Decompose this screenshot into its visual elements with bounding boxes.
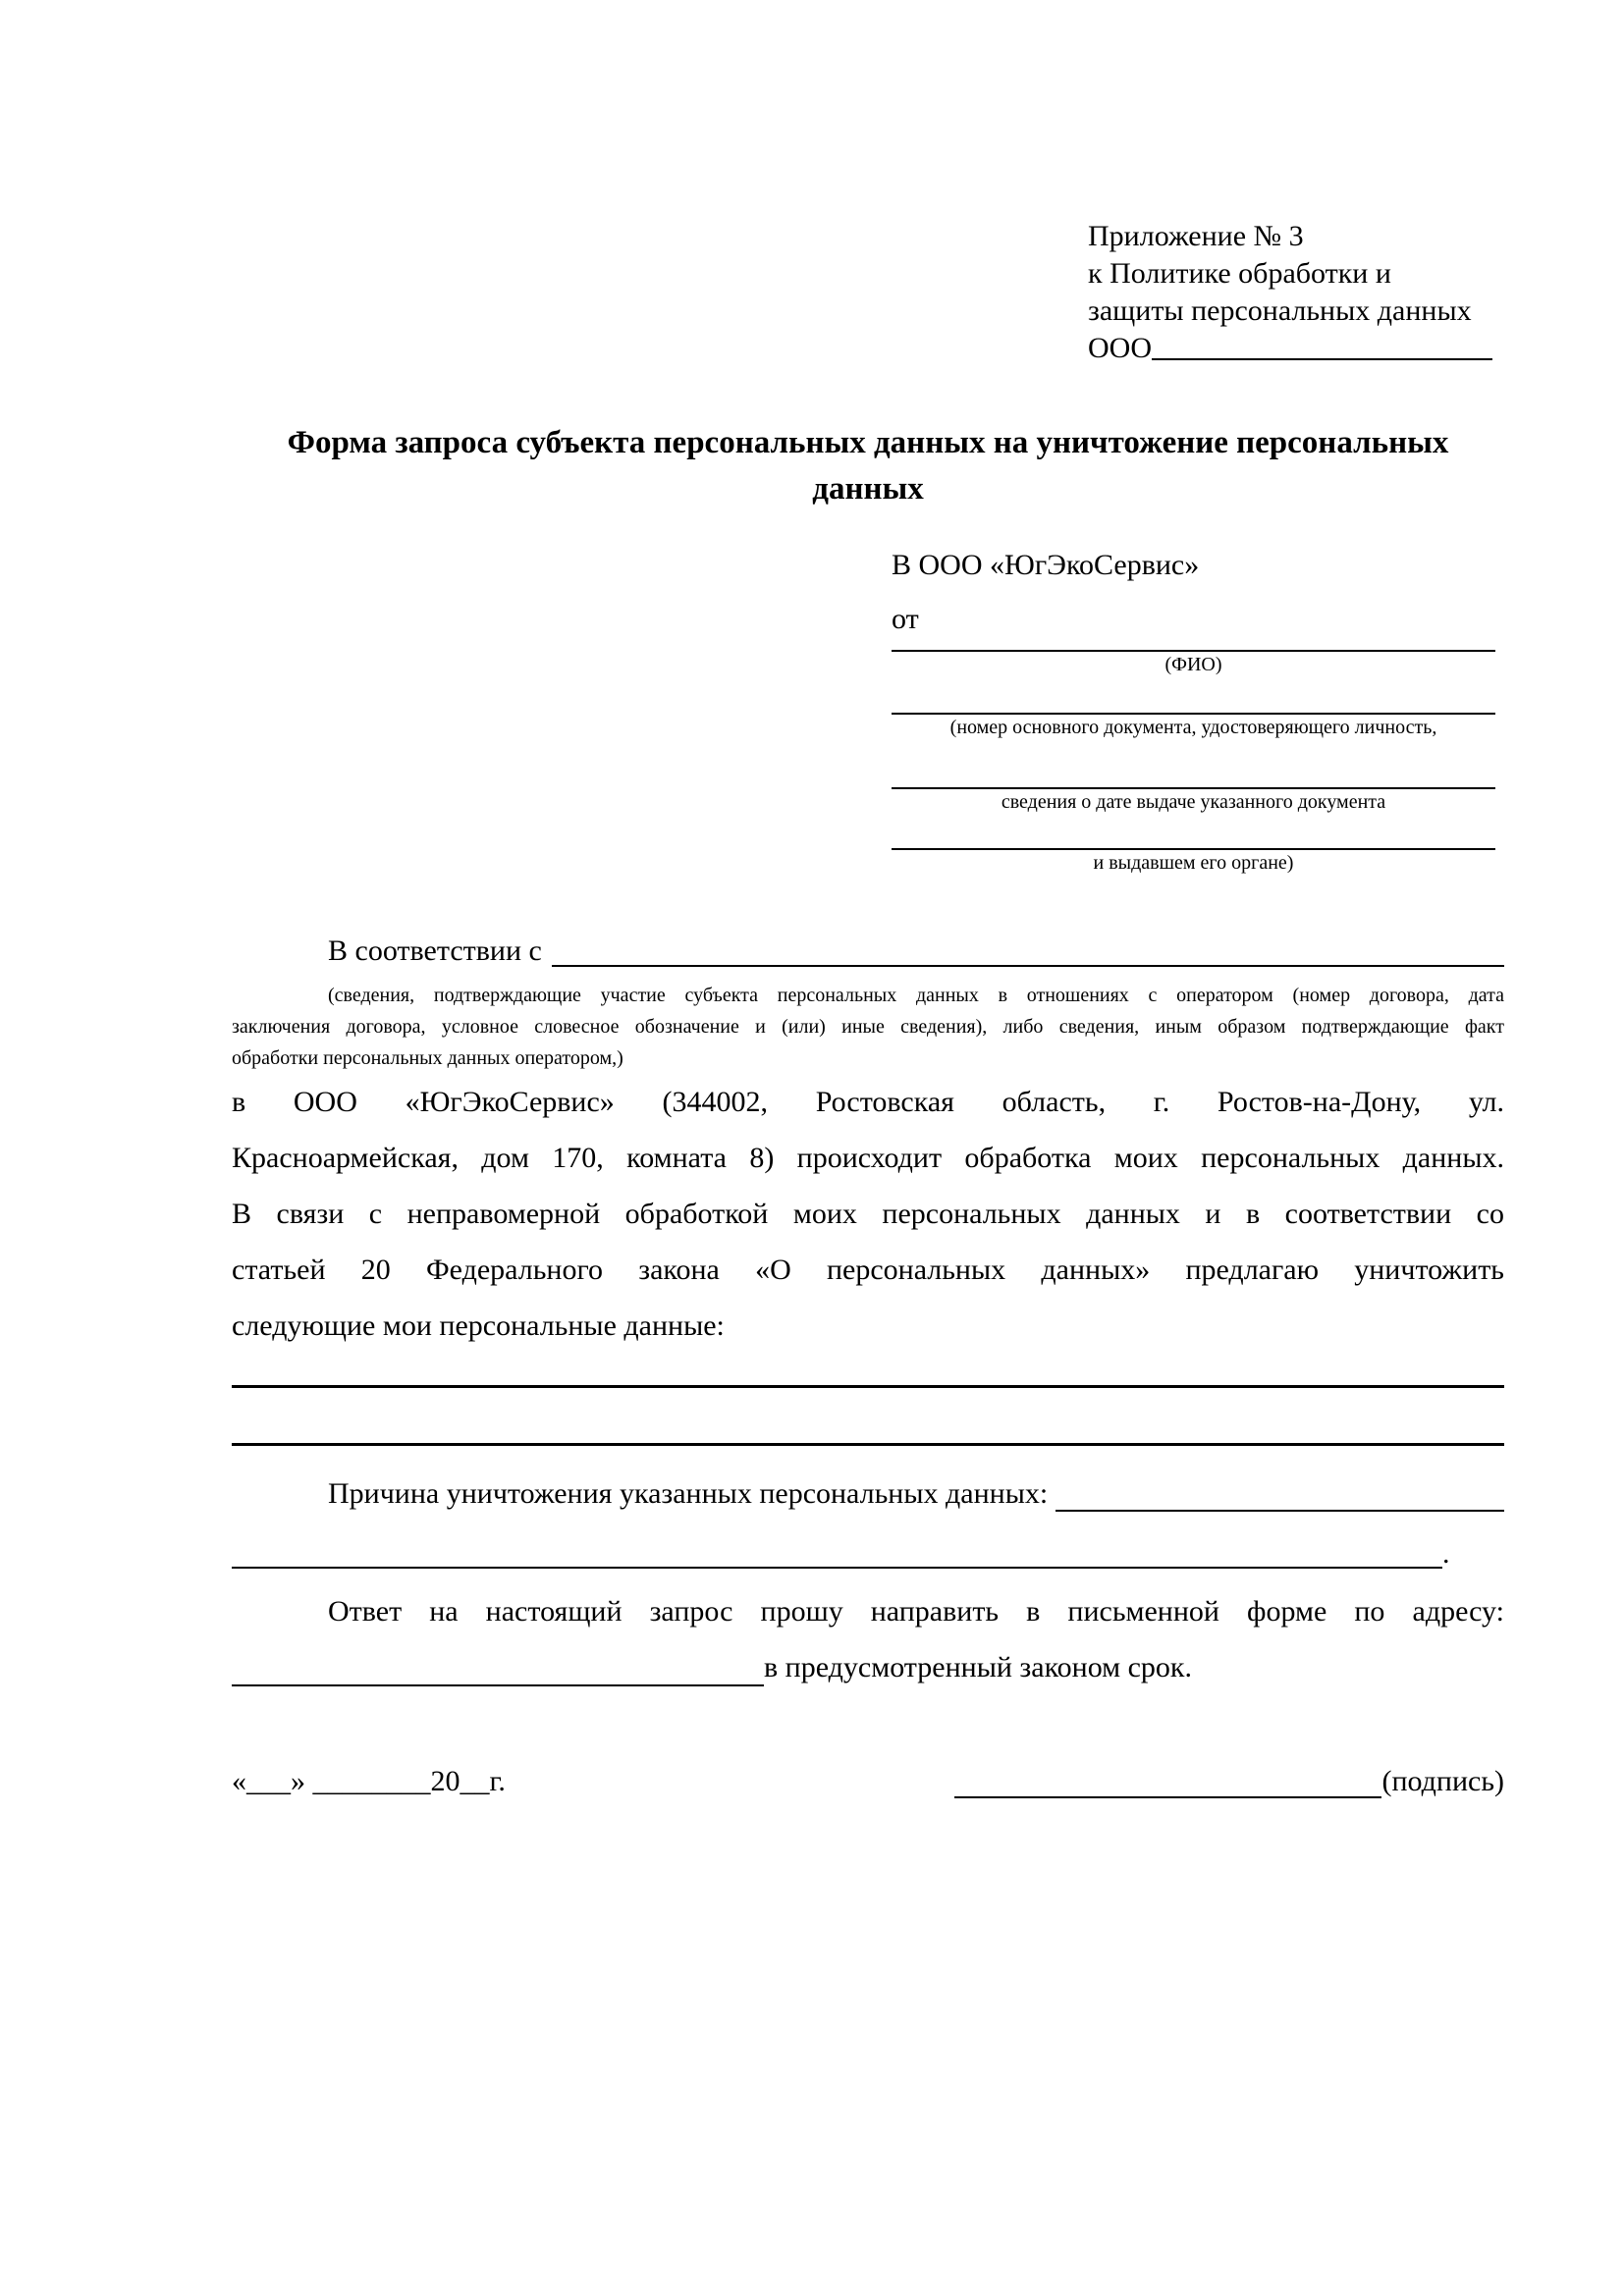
- appendix-block: [1088, 218, 1492, 367]
- addressee-from: от: [892, 603, 919, 635]
- paragraph-line-5: следующие мои персональные данные:: [232, 1309, 725, 1342]
- date-signature-row: [232, 1754, 1504, 1808]
- main-paragraph: [232, 1074, 1504, 1354]
- reason-blank-field-2: [232, 1532, 1442, 1569]
- accordance-lead-text: В соответствии с: [328, 934, 542, 967]
- doc-number-label: (номер основного документа, удостоверяющего личность,: [949, 717, 1437, 738]
- appendix-line-2: к Политике обработки и: [1088, 257, 1391, 290]
- reason-blank-field: [1056, 1469, 1504, 1512]
- response-tail-text: в предусмотренный законом срок.: [764, 1651, 1192, 1683]
- date-blank-text: «___» ________20__г.: [232, 1765, 506, 1797]
- appendix-line-1: Приложение № 3: [1088, 220, 1304, 252]
- paragraph-line-4: статьей 20 Федерального закона «О персональных данных» предлагаю уничтожить: [232, 1254, 1504, 1286]
- response-request-line: Ответ на настоящий запрос прошу направить в письменной форме по адресу:: [328, 1595, 1504, 1628]
- signature-area: [954, 1754, 1504, 1808]
- reason-label: Причина уничтожения указанных персональных данных:: [328, 1477, 1049, 1510]
- response-address-line: [232, 1639, 1504, 1695]
- signature-label: (подпись): [1381, 1765, 1504, 1797]
- accordance-footnote: [232, 980, 1504, 1074]
- accordance-line: [232, 929, 1504, 974]
- page-title: Форма запроса субъекта персональных данных на уничтожение персональных данных: [287, 425, 1449, 507]
- reason-line: [232, 1469, 1504, 1519]
- personal-data-blank-line-2: [232, 1443, 1504, 1446]
- signature-blank-field: [954, 1754, 1381, 1798]
- appendix-company-line: [1088, 330, 1492, 367]
- addressee-to: В ООО «ЮгЭкоСервис»: [892, 549, 1200, 581]
- appendix-line-3: защиты персональных данных: [1088, 294, 1472, 327]
- company-prefix-label: ООО: [1088, 332, 1152, 364]
- period-text: .: [1442, 1537, 1450, 1570]
- addressee-block: [892, 538, 1495, 876]
- doc-issuer-label: и выдавшем его органе): [1093, 852, 1294, 874]
- footnote-line-1: (сведения, подтверждающие участие субъекта персональных данных в отношениях с оператором (номер договора, дата: [328, 985, 1504, 1006]
- address-blank-field: [232, 1639, 764, 1686]
- paragraph-line-1: в ООО «ЮгЭкоСервис» (344002, Ростовская область, г. Ростов-на-Дону, ул.: [232, 1086, 1504, 1118]
- paragraph-line-2: Красноармейская, дом 170, комната 8) происходит обработка моих персональных данных.: [232, 1142, 1504, 1174]
- accordance-blank-field: [552, 929, 1504, 967]
- company-name-blank-field: [1152, 330, 1492, 360]
- footnote-line-3: обработки персональных данных оператором,): [232, 1047, 623, 1069]
- paragraph-line-3: В связи с неправомерной обработкой моих персональных данных и в соответствии со: [232, 1198, 1504, 1230]
- fio-label: (ФИО): [1164, 654, 1222, 675]
- doc-issue-date-label: сведения о дате выдаче указанного документа: [1001, 791, 1386, 813]
- reason-continuation-line: [232, 1532, 1504, 1575]
- footnote-line-2: заключения договора, условное словесное обозначение и (или) иные сведения), либо сведения, иным образом подтверждающие факт: [232, 1016, 1504, 1038]
- personal-data-blank-line-1: [232, 1385, 1504, 1388]
